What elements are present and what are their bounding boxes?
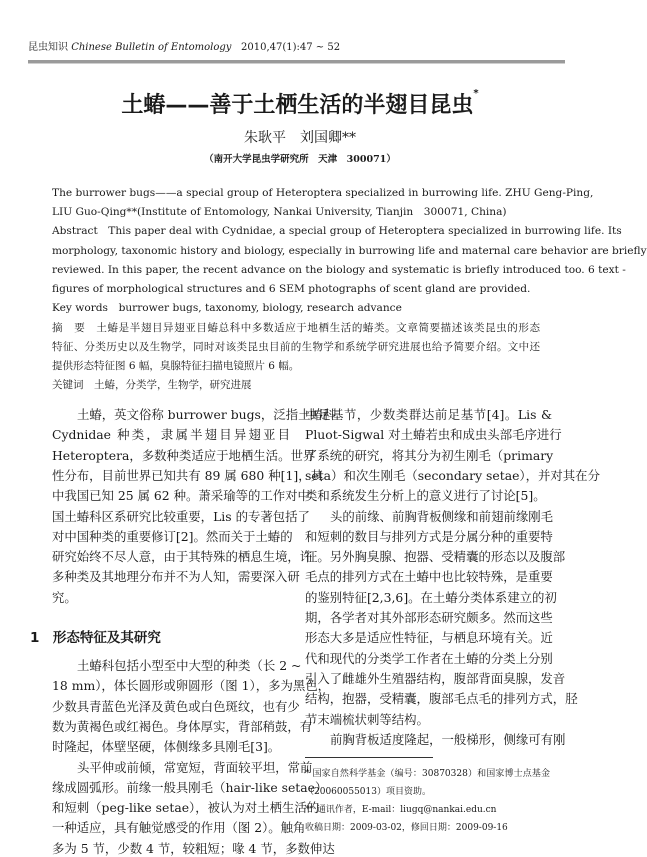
body-text-line: 和短刺的数目与排列方式是分属分种的重要特: [305, 528, 553, 544]
article-title: [0, 88, 600, 119]
english-abstract-line: Abstract This paper deal with Cydnidae, a special group of Heteroptera specialized in burrowing life. Its: [52, 225, 622, 238]
footnote-line: 收稿日期：2009-03-02，修回日期：2009-09-16: [305, 823, 508, 833]
body-text-line: 中我国已知 25 属 62 种。萧采瑜等的工作对中: [52, 488, 310, 504]
body-text-line: 一种适应，具有触觉感受的作用（图 2）。触角: [52, 820, 306, 836]
title-footnote-mark: *: [473, 88, 479, 99]
body-text-line: 征。另外胸臭腺、抱器、受精囊的形态以及腹部: [305, 549, 566, 565]
english-abstract-line: LIU Guo-Qing**(Institute of Entomology, Nankai University, Tianjin 300071, China): [52, 206, 507, 219]
body-text-line: 国土蝽科区系研究比较重要，Lis 的专著包括了: [52, 508, 310, 524]
footnote-line: （20060055013）项目资助。: [305, 787, 431, 797]
body-text-line: 数为黄褐色或红褐色。身体厚实，背部稍鼓，有: [52, 718, 313, 734]
body-text-line: 引入了雌雄外生殖器结构，腹部背面臭腺，发音: [305, 670, 566, 686]
body-text-line: 代和现代的分类学工作者在土蝽的分类上分别: [305, 650, 553, 666]
footnote-line: * 国家自然科学基金（编号：30870328）和国家博士点基金: [305, 769, 550, 779]
body-text-line: 多种类及其地理分布并不为人知，需要深入研: [52, 569, 300, 585]
title-text: 土蝽——善于土栖生活的半翅目昆虫: [121, 93, 474, 118]
body-text-line: 类和系统发生分析上的意义进行了讨论[5]。: [305, 488, 546, 504]
body-text-line: 结构，抱器，受精囊，腹部毛点毛的排列方式，胫: [305, 691, 578, 707]
body-text-line: 时隆起，体壁坚硬，体侧缘多具刚毛[3]。: [52, 739, 281, 755]
body-text-line: 前胸背板适度隆起，一般梯形，侧缘可有刚: [330, 731, 566, 747]
body-text-line: Heteroptera，多数种类适应于地栖生活。世界: [52, 447, 316, 463]
body-text-line: 18 mm），体长圆形或卵圆形（图 1），多为黑色，: [52, 678, 331, 694]
section-heading: 1 形态特征及其研究: [30, 630, 161, 646]
body-text-line: 的鉴别特征[2,3,6]。在土蝽分类体系建立的初: [305, 589, 557, 605]
body-text-line: 土蝽，英文俗称 burrower bugs，泛指土蝽科: [77, 407, 336, 422]
chinese-abstract-line: 特征、分类历史以及生物学，同时对该类昆虫目前的生物学和系统学研究进展也给予简要介绍。文中还: [52, 341, 540, 353]
chinese-abstract-line: 提供形态特征图 6 幅，臭腺特征扫描电镜照片 6 幅。: [52, 360, 300, 372]
body-text-line: 土蝽科包括小型至中大型的种类（长 2 ~: [77, 658, 302, 673]
english-abstract-line: The burrower bugs——a special group of Heteroptera specialized in burrowing life. ZHU Geng-Ping,: [52, 187, 594, 199]
footnote-line: ** 通讯作者，E-mail：liugq@nankai.edu.cn: [305, 805, 497, 815]
body-text-line: 缘成圆弧形。前缘一般具刚毛（hair-like setae）: [52, 779, 328, 795]
body-text-line: 了系统的研究，将其分为初生刚毛（primary: [305, 447, 554, 463]
english-abstract-line: Key words burrower bugs, taxonomy, biology, research advance: [52, 302, 402, 315]
running-header: [28, 38, 340, 53]
english-abstract-line: reviewed. In this paper, the recent advance on the biology and systematic is briefly introduced too. 6 text -: [52, 263, 626, 276]
body-text-line: 究。: [52, 589, 77, 605]
body-text-line: 对中国种类的重要修订[2]。然而关于土蝽的: [52, 528, 293, 544]
body-text-line: 性分布，目前世界已知共有 89 属 680 种[1]，其: [52, 467, 323, 483]
english-abstract-line: morphology, taxonomic history and biology, especially in burrowing life and maternal care behavior are briefly: [52, 244, 647, 257]
citation: 2010,47(1):47 ~ 52: [241, 42, 341, 53]
body-text-line: Pluot-Sigwal 对土蝽若虫和成虫头部毛序进行: [305, 427, 562, 443]
footnote-rule: [305, 757, 433, 758]
body-text-line: 和短刺（peg-like setae），被认为对土栖生活的: [52, 800, 320, 816]
body-text-line: 多为 5 节，少数 4 节，较粗短；喙 4 节，多数伸达: [52, 840, 335, 856]
body-text-line: 头的前缘、前胸背板侧缘和前翅前缘刚毛: [330, 508, 554, 524]
body-text-line: 毛点的排列方式在土蝽中也比较特殊，是重要: [305, 569, 553, 585]
header-rule: [28, 60, 565, 64]
body-text-line: 节末端梳状刺等结构。: [305, 711, 429, 727]
journal-name-cn: 昆虫知识: [28, 42, 68, 53]
body-text-line: seta）和次生刚毛（secondary setae），并对其在分: [305, 467, 600, 483]
body-text-line: 中足基节，少数类群达前足基节[4]。Lis &: [305, 407, 552, 422]
journal-name-en: Chinese Bulletin of Entomology: [71, 42, 232, 53]
chinese-abstract-line: 关键词 土蝽，分类学，生物学，研究进展: [52, 379, 252, 391]
body-text-line: 形态大多是适应性特征，与栖息环境有关。近: [305, 630, 553, 646]
body-text-line: 头平伸或前倾，常宽短，背面较平坦，常前: [77, 759, 313, 775]
authors: 朱耿平 刘国卿**: [244, 130, 356, 146]
chinese-abstract-line: 摘 要 土蝽是半翅目异翅亚目蝽总科中多数适应于地栖生活的蝽类。文章简要描述该类昆虫的形态: [52, 322, 540, 334]
english-abstract-line: figures of morphological structures and 6 SEM photographs of scent gland are provided.: [52, 283, 531, 295]
body-text-line: 期，各学者对其外部形态研究颇多。然而这些: [305, 610, 553, 625]
body-text-line: Cydnidae 种类，隶属半翅目异翅亚目: [52, 427, 290, 443]
affiliation: （南开大学昆虫学研究所 天津 300071）: [204, 154, 396, 165]
body-text-line: 少数具青蓝色光泽及黄色或白色斑纹，也有少: [52, 698, 300, 714]
body-text-line: 研究始终不尽人意，由于其特殊的栖息生境，许: [52, 549, 313, 565]
